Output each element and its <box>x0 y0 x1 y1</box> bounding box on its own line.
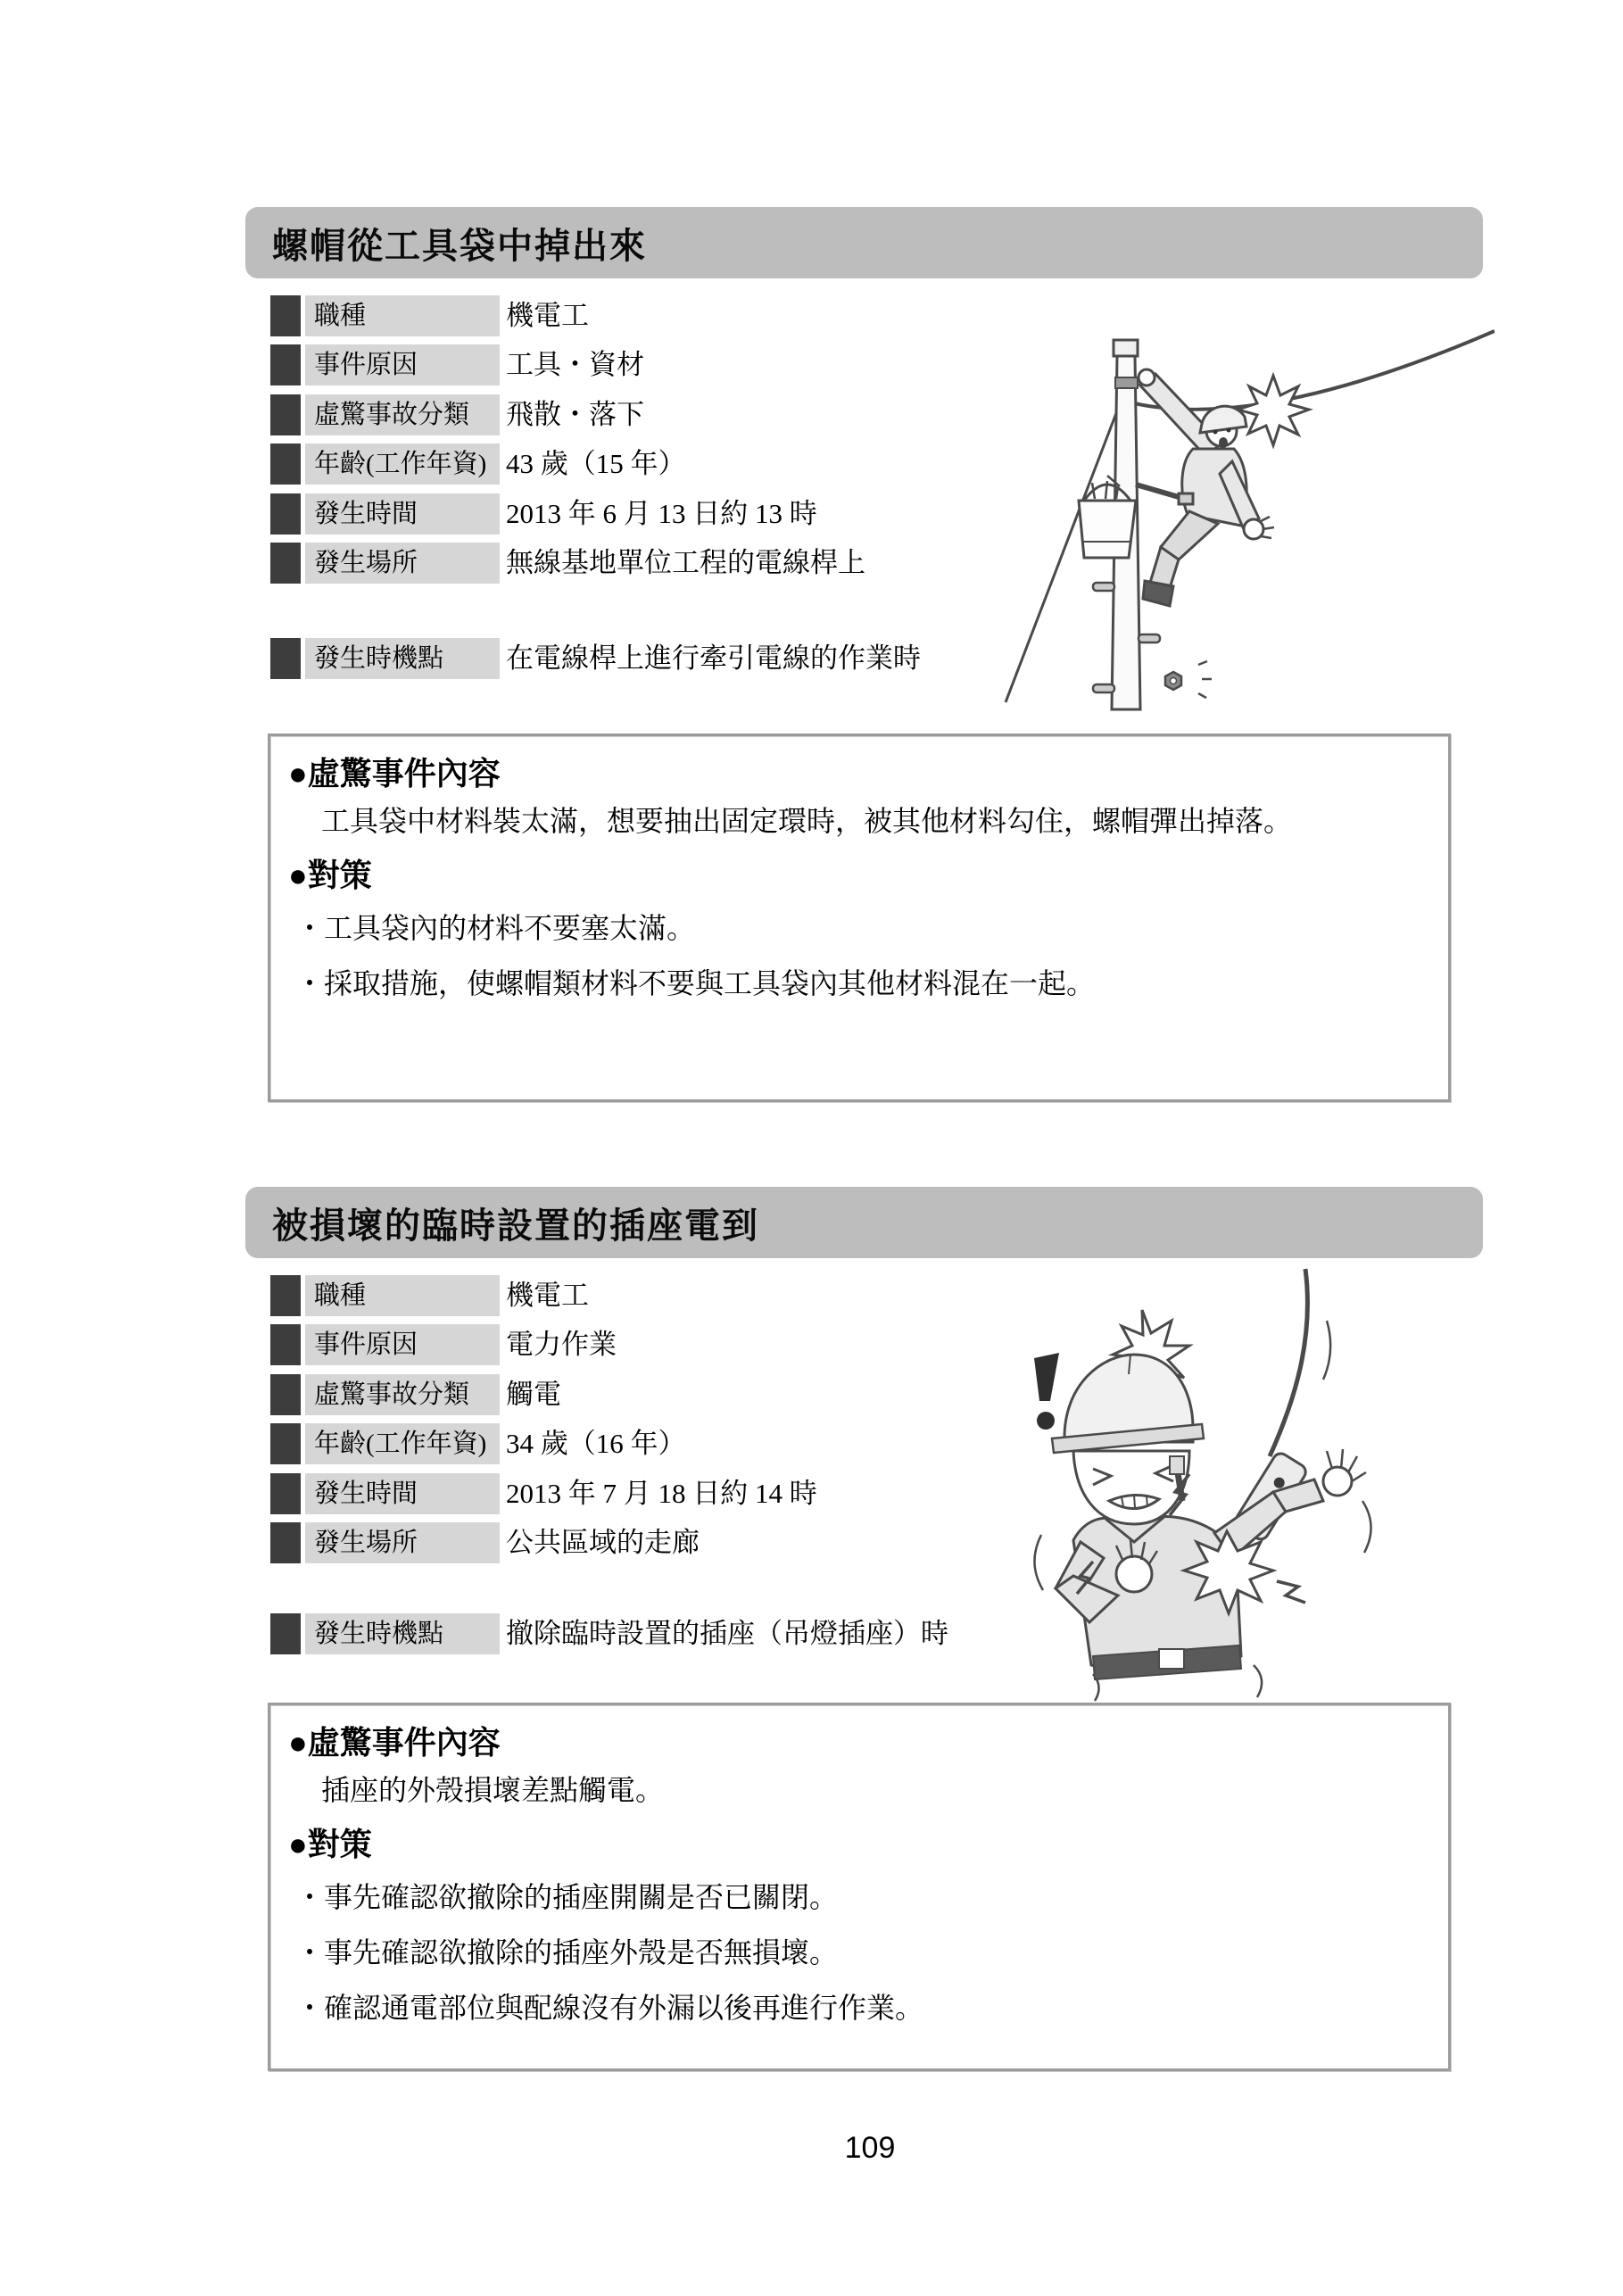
section-1-title: 螺帽從工具袋中掉出來 <box>272 226 647 266</box>
field-value: 飛散・落下 <box>506 399 644 430</box>
section-2-title: 被損壞的臨時設置的插座電到 <box>272 1206 759 1246</box>
field-value: 觸電 <box>506 1379 561 1410</box>
field-label: 發生時間 <box>305 1473 500 1514</box>
row-marker <box>270 1423 301 1464</box>
field-label: 虛驚事故分類 <box>305 394 500 435</box>
field-label: 發生時間 <box>305 493 500 535</box>
measure-item: ・工具袋內的材料不要塞太滿。 <box>295 912 696 944</box>
page-number: 109 <box>844 2131 896 2165</box>
measures-heading: ●對策 <box>288 857 372 893</box>
flash-burst <box>1238 376 1309 445</box>
field-value: 機電工 <box>506 300 589 331</box>
row-marker <box>270 1275 301 1316</box>
field-label: 事件原因 <box>305 344 500 385</box>
section-1-title-bar <box>245 207 1483 278</box>
field-label: 年齡(工作年資) <box>305 443 500 485</box>
shocked-worker <box>1052 1355 1366 1670</box>
field-value: 工具・資材 <box>506 349 644 380</box>
incident-heading: ●虛驚事件內容 <box>288 1724 501 1761</box>
incident-content-box <box>268 734 1451 1102</box>
row-marker <box>270 543 301 584</box>
field-value: 在電線桿上進行牽引電線的作業時 <box>506 642 921 674</box>
row-marker <box>270 344 301 385</box>
field-value: 2013 年 6 月 13 日約 13 時 <box>506 498 817 529</box>
field-label: 發生場所 <box>305 543 500 584</box>
field-value: 34 歲（16 年） <box>506 1428 686 1459</box>
electric-shock-worker-illustration <box>959 1267 1468 1704</box>
row-marker <box>270 638 301 679</box>
field-label: 事件原因 <box>305 1324 500 1365</box>
row-marker <box>270 394 301 435</box>
row-marker <box>270 443 301 485</box>
field-value: 無線基地單位工程的電線桿上 <box>506 547 865 578</box>
incident-body: 工具袋中材料裝太滿，想要抽出固定環時，被其他材料勾住，螺帽彈出掉落。 <box>321 805 1293 837</box>
row-marker <box>270 493 301 535</box>
row-marker <box>270 295 301 336</box>
row-marker <box>270 1522 301 1563</box>
row-marker <box>270 1473 301 1514</box>
measure-item: ・確認通電部位與配線沒有外漏以後再進行作業。 <box>295 1992 924 2024</box>
measure-item: ・事先確認欲撤除的插座開關是否已關閉。 <box>295 1881 839 1913</box>
field-value: 電力作業 <box>506 1329 617 1360</box>
field-value: 公共區域的走廊 <box>506 1527 700 1558</box>
measure-item: ・事先確認欲撤除的插座外殼是否無損壞。 <box>295 1936 839 1969</box>
row-marker <box>270 1324 301 1365</box>
row-marker <box>270 1374 301 1415</box>
field-label: 年齡(工作年資) <box>305 1423 500 1464</box>
field-label: 職種 <box>305 1275 500 1316</box>
incident-heading: ●虛驚事件內容 <box>288 755 501 792</box>
measures-heading: ●對策 <box>288 1826 372 1862</box>
incident-content-box <box>268 1703 1451 2071</box>
field-label: 發生場所 <box>305 1522 500 1563</box>
field-label: 虛驚事故分類 <box>305 1374 500 1415</box>
incident-body: 插座的外殼損壞差點觸電。 <box>321 1774 665 1806</box>
field-label: 發生時機點 <box>305 638 500 679</box>
field-value: 機電工 <box>506 1280 589 1311</box>
measure-item: ・採取措施，使螺帽類材料不要與工具袋內其他材料混在一起。 <box>295 967 1096 999</box>
field-label: 職種 <box>305 295 500 336</box>
utility-pole-worker-illustration <box>995 317 1495 714</box>
falling-nut <box>1165 661 1212 698</box>
field-value: 43 歲（15 年） <box>506 448 686 479</box>
row-marker <box>270 1613 301 1654</box>
field-value: 2013 年 7 月 18 日約 14 時 <box>506 1478 817 1509</box>
field-label: 發生時機點 <box>305 1613 500 1654</box>
exclamation-mark <box>1034 1353 1059 1430</box>
section-2-title-bar <box>245 1187 1483 1258</box>
field-value: 撤除臨時設置的插座（吊燈插座）時 <box>506 1618 948 1649</box>
